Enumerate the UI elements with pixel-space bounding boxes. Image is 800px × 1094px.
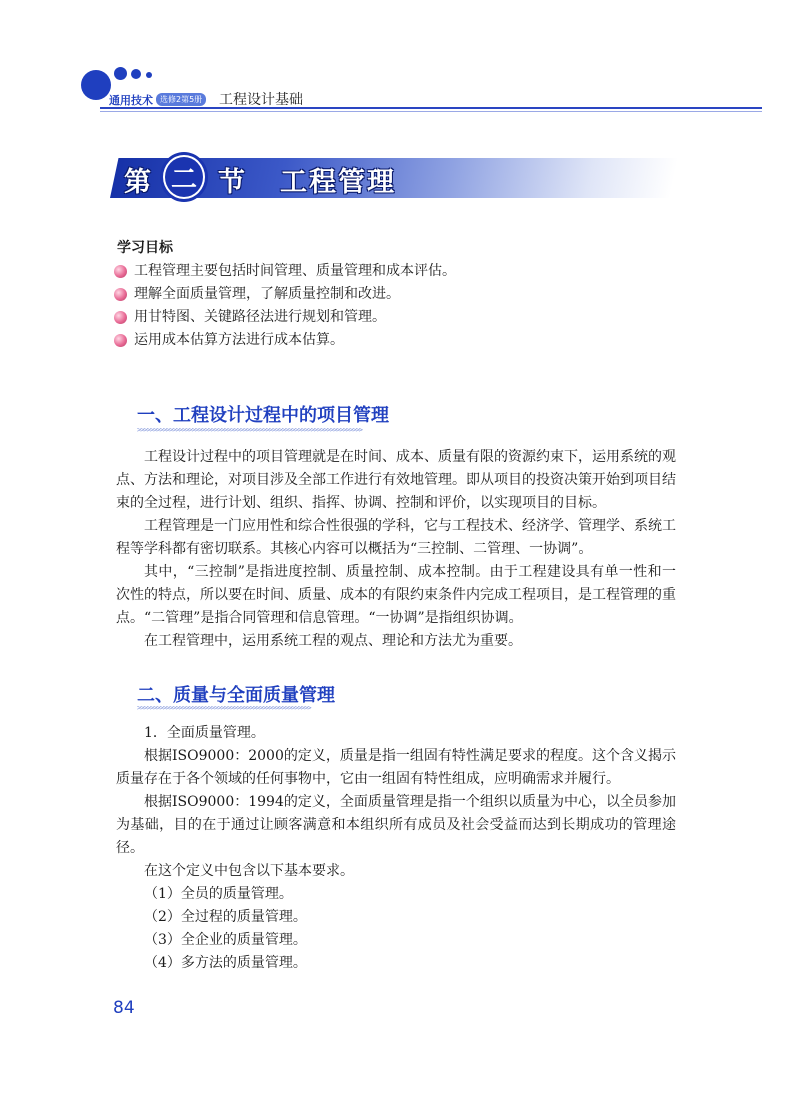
banner-number-circle xyxy=(160,152,208,202)
header-subrule xyxy=(100,111,762,112)
objective-text: 理解全面质量管理，了解质量控制和改进。 xyxy=(134,286,400,302)
paragraph: 工程设计过程中的项目管理就是在时间、成本、质量有限的资源约束下，运用系统的观点、方法和理论，对项目涉及全部工作进行有效地管理。即从项目的投资决策开始到项目结束的全过程，进行计划、组织、指挥、协调、控制和评价，以实现项目的目标。 xyxy=(116,449,676,511)
header-title: 工程设计基础 xyxy=(219,92,303,108)
objectives-list xyxy=(112,261,456,353)
section1-underline: >>>>>>>>>>>>>>>>>>>>>>>>>>>>>>>>>>>>>>>>>>>>>>>>>>>>>>>>>>>>>>>>>>>>>> xyxy=(137,427,363,433)
paragraph: 根据ISO9000：2000的定义，质量是指一组固有特性满足要求的程度。这个含义揭示质量存在于各个领域的任何事物中，它由一组固有特性组成，应明确需求并履行。 xyxy=(116,748,676,787)
objective-item xyxy=(112,307,456,330)
paragraph: 工程管理是一门应用性和综合性很强的学科，它与工程技术、经济学、管理学、系统工程等学科都有密切联系。其核心内容可以概括为“三控制、二管理、一协调”。 xyxy=(116,518,676,557)
paragraph: 1．全面质量管理。 xyxy=(144,725,265,741)
paragraph: 在工程管理中，运用系统工程的观点、理论和方法尤为重要。 xyxy=(144,633,522,649)
objectives-title: 学习目标 xyxy=(117,240,173,256)
section-banner xyxy=(110,152,670,204)
bullet-icon xyxy=(114,265,127,278)
section1-heading: 一、工程设计过程中的项目管理 xyxy=(137,405,389,426)
section2-underline: >>>>>>>>>>>>>>>>>>>>>>>>>>>>>>>>>>>>>>>>>>>>>>>>>>>>>> xyxy=(137,705,311,711)
header-rule xyxy=(100,107,762,109)
objective-item xyxy=(112,284,456,307)
bullet-icon xyxy=(114,334,127,347)
objective-item xyxy=(112,330,456,353)
banner-prefix: 第 xyxy=(124,167,153,198)
objective-text: 运用成本估算方法进行成本估算。 xyxy=(134,332,344,348)
bullet-icon xyxy=(114,311,127,324)
section2-heading: 二、质量与全面质量管理 xyxy=(137,685,335,706)
banner-suffix: 节 xyxy=(218,167,247,198)
objective-text: 用甘特图、关键路径法进行规划和管理。 xyxy=(134,309,386,325)
objective-text: 工程管理主要包括时间管理、质量管理和成本评估。 xyxy=(134,263,456,279)
banner-number: 二 xyxy=(165,157,203,197)
banner-title: 工程管理 xyxy=(280,167,396,198)
page-number: 84 xyxy=(113,998,135,1018)
list-item: （4）多方法的质量管理。 xyxy=(144,955,307,971)
header-series: 通用技术 xyxy=(109,94,153,107)
paragraph: 在这个定义中包含以下基本要求。 xyxy=(144,863,354,879)
header-badge: 选修2第5册 xyxy=(156,93,206,106)
objective-item xyxy=(112,261,456,284)
list-item: （1）全员的质量管理。 xyxy=(144,886,293,902)
section2-body xyxy=(116,722,676,975)
section1-body xyxy=(116,446,676,653)
list-item: （3）全企业的质量管理。 xyxy=(144,932,307,948)
paragraph: 根据ISO9000：1994的定义，全面质量管理是指一个组织以质量为中心，以全员参加为基础，目的在于通过让顾客满意和本组织所有成员及社会受益而达到长期成功的管理途径。 xyxy=(116,794,676,856)
paragraph: 其中，“三控制”是指进度控制、质量控制、成本控制。由于工程建设具有单一性和一次性的特点，所以要在时间、质量、成本的有限约束条件内完成工程项目，是工程管理的重点。“二管理”是指合同管理和信息管理。“一协调”是指组织协调。 xyxy=(116,564,676,626)
bullet-icon xyxy=(114,288,127,301)
list-item: （2）全过程的质量管理。 xyxy=(144,909,307,925)
